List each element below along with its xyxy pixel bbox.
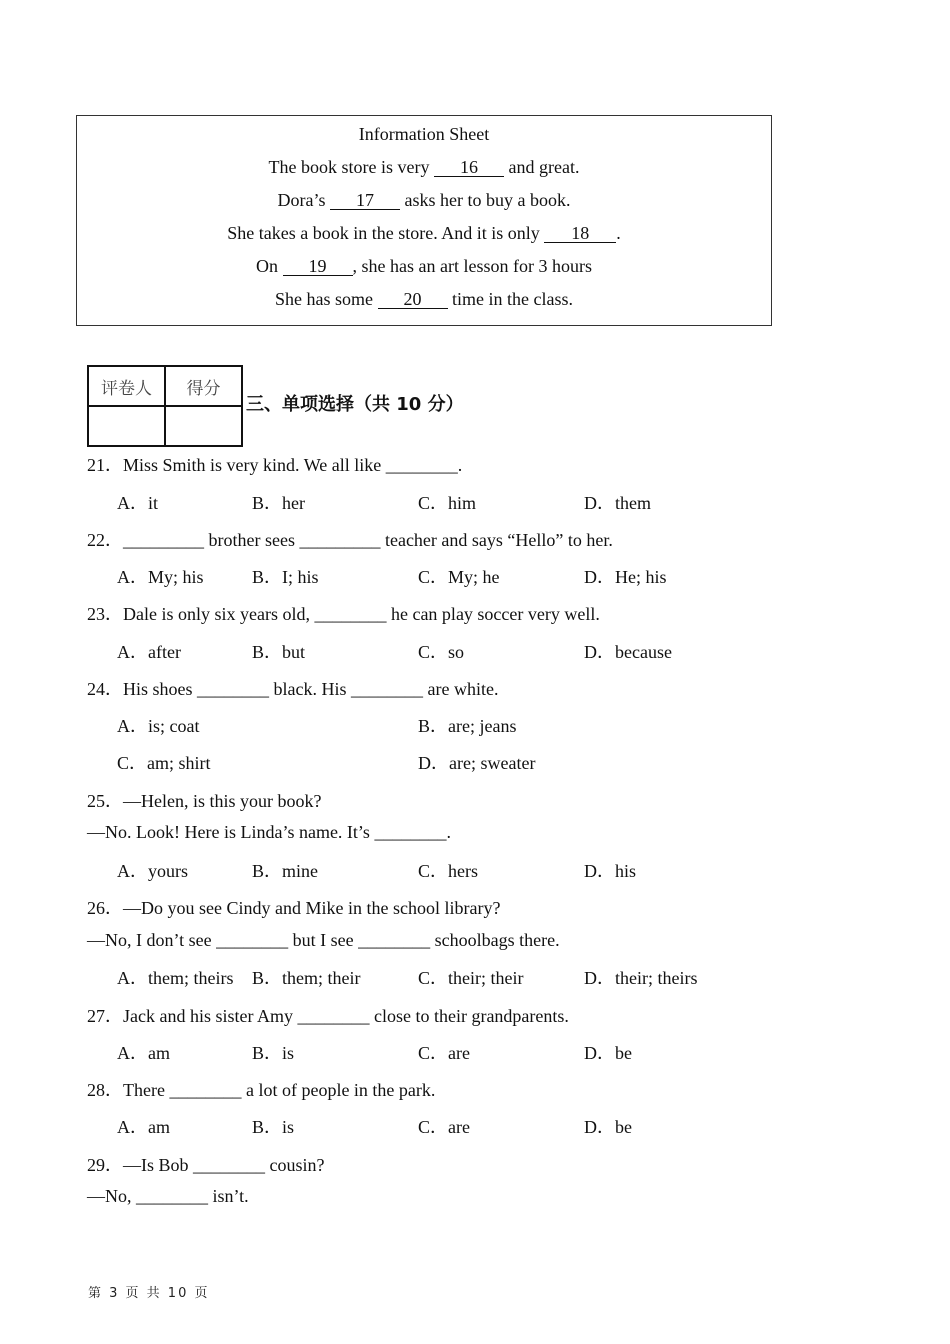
q25-option-c: C．hers — [418, 861, 478, 881]
blank-17: 17 — [330, 191, 400, 210]
q27-option-c: C．are — [418, 1043, 470, 1063]
question-25-stem: 25．—Helen, is this your book? — [87, 791, 322, 811]
q28-option-c: C．are — [418, 1117, 470, 1137]
question-27-stem: 27．Jack and his sister Amy ________ close to their grandparents. — [87, 1006, 569, 1026]
info-line-4: On 19 , she has an art lesson for 3 hours — [256, 256, 592, 276]
q21-option-c: C．him — [418, 493, 477, 513]
q22-option-c: C．My; he — [418, 567, 500, 587]
information-sheet-box — [76, 115, 772, 326]
info-line-1: The book store is very 16 and great. — [268, 157, 580, 177]
q25-option-b: B．mine — [252, 861, 318, 881]
q23-option-a: A．after — [117, 642, 181, 662]
q27-option-b: B．is — [252, 1043, 295, 1063]
score-header: 得分 — [165, 366, 242, 406]
q23-option-c: C．so — [418, 642, 465, 662]
info-line-3: She takes a book in the store. And it is only 18 . — [227, 223, 621, 243]
question-29-stem: 29．—Is Bob ________ cousin? — [87, 1155, 325, 1175]
info-line-2: Dora’s 17 asks her to buy a book. — [277, 190, 571, 210]
grader-header: 评卷人 — [88, 366, 165, 406]
q22-option-a: A．My; his — [117, 567, 204, 587]
score-table — [87, 365, 243, 447]
question-22-stem: 22．_________ brother sees _________ teacher and says “Hello” to her. — [87, 530, 613, 550]
q24-option-a: A．is; coat — [117, 716, 200, 736]
q21-option-a: A．it — [117, 493, 159, 513]
q28-option-d: D．be — [584, 1117, 632, 1137]
question-26-stem: 26．—Do you see Cindy and Mike in the school library? — [87, 898, 501, 918]
q28-option-a: A．am — [117, 1117, 170, 1137]
question-21-stem: 21．Miss Smith is very kind. We all like ________. — [87, 455, 463, 475]
question-29-stem-2: —No, ________ isn’t. — [87, 1186, 249, 1206]
blank-19: 19 — [283, 257, 353, 276]
q23-option-d: D．because — [584, 642, 672, 662]
blank-20: 20 — [378, 290, 448, 309]
q26-option-a: A．them; theirs — [117, 968, 234, 988]
q25-option-a: A．yours — [117, 861, 188, 881]
q24-option-b: B．are; jeans — [418, 716, 517, 736]
grader-cell — [88, 406, 165, 446]
q27-option-a: A．am — [117, 1043, 170, 1063]
q24-option-c: C．am; shirt — [117, 753, 211, 773]
q26-option-c: C．their; their — [418, 968, 524, 988]
blank-16: 16 — [434, 158, 504, 177]
q27-option-d: D．be — [584, 1043, 632, 1063]
page-footer: 第 3 页 共 10 页 — [88, 1286, 210, 1301]
q25-option-d: D．his — [584, 861, 637, 881]
q21-option-d: D．them — [584, 493, 651, 513]
question-25-stem-2: —No. Look! Here is Linda’s name. It’s ________. — [87, 822, 451, 842]
info-sheet-title: Information Sheet — [358, 124, 490, 144]
q24-option-d: D．are; sweater — [418, 753, 536, 773]
q22-option-d: D．He; his — [584, 567, 667, 587]
q22-option-b: B．I; his — [252, 567, 319, 587]
blank-18: 18 — [544, 224, 616, 243]
q26-option-b: B．them; their — [252, 968, 361, 988]
q28-option-b: B．is — [252, 1117, 295, 1137]
question-26-stem-2: —No, I don’t see ________ but I see ________ schoolbags there. — [87, 930, 560, 950]
section-title: 三、单项选择（共 10 分） — [246, 394, 464, 415]
info-line-5: She has some 20 time in the class. — [275, 289, 573, 309]
q23-option-b: B．but — [252, 642, 306, 662]
q26-option-d: D．their; theirs — [584, 968, 698, 988]
question-23-stem: 23．Dale is only six years old, ________ he can play soccer very well. — [87, 604, 600, 624]
question-28-stem: 28．There ________ a lot of people in the park. — [87, 1080, 436, 1100]
score-cell — [165, 406, 242, 446]
question-24-stem: 24．His shoes ________ black. His ________ are white. — [87, 679, 499, 699]
q21-option-b: B．her — [252, 493, 305, 513]
